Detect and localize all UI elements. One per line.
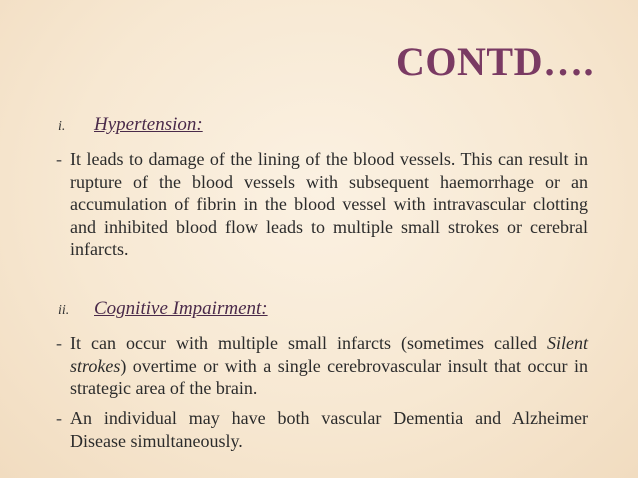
bullet-dementia-alzheimer bbox=[56, 407, 588, 452]
bullet-text bbox=[70, 332, 588, 400]
bullet-text: An individual may have both vascular Dementia and Alzheimer Disease simultaneously. bbox=[70, 408, 588, 451]
bullet-text: It leads to damage of the lining of the blood vessels. This can result in rupture of the blood vessels with subsequent haemorrhage or an accumulation of fibrin in the blood vessel with intravascular clotting and inhibited blood flow leads to multiple small strokes or cerebral infarcts. bbox=[70, 149, 588, 259]
bullet-text-italic: Silent strokes bbox=[70, 333, 588, 376]
bullet-hypertension bbox=[56, 148, 588, 261]
section-heading-cognitive-impairment bbox=[58, 298, 268, 320]
section-heading-label: Hypertension: bbox=[94, 114, 203, 135]
section-heading-label: Cognitive Impairment: bbox=[94, 298, 268, 319]
bullet-dash: - bbox=[56, 333, 62, 353]
bullet-infarcts bbox=[56, 332, 588, 400]
bullet-text-part: It can occur with multiple small infarcts (sometimes called bbox=[70, 333, 547, 353]
slide-title: CONTD…. bbox=[396, 39, 594, 84]
bullet-text-part: ) overtime or with a single cerebrovascular insult that occur in strategic area of the brain. bbox=[70, 355, 588, 398]
section-number: i. bbox=[58, 119, 66, 134]
bullet-dash: - bbox=[56, 408, 62, 428]
section-number: ii. bbox=[58, 303, 70, 318]
bullet-dash: - bbox=[56, 149, 62, 169]
section-heading-hypertension bbox=[58, 114, 203, 136]
